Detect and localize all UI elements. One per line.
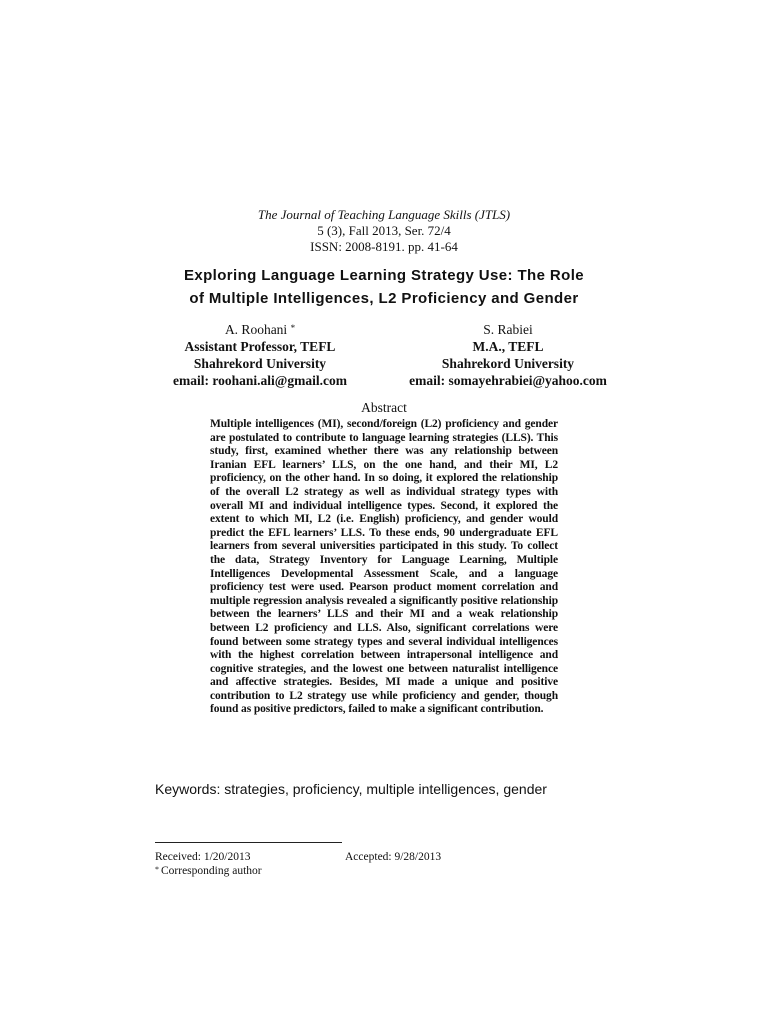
- author-email: email: somayehrabiei@yahoo.com: [409, 373, 607, 388]
- author-name: [150, 321, 370, 338]
- corresponding-mark: *: [290, 323, 296, 333]
- received-date: Received: 1/20/2013: [155, 851, 251, 863]
- abstract-heading: Abstract: [361, 400, 407, 415]
- title-line-2: of Multiple Intelligences, L2 Proficiency and Gender: [189, 290, 579, 307]
- footnote-mark: *: [155, 865, 159, 874]
- accepted-date: Accepted: 9/28/2013: [345, 851, 442, 863]
- author-block-2: [388, 321, 628, 389]
- journal-info: [0, 207, 768, 255]
- author-block-1: [150, 321, 370, 389]
- author-affiliation: Shahrekord University: [441, 356, 575, 371]
- keywords-label: Keywords:: [155, 781, 221, 797]
- author-email: email: roohani.ali@gmail.com: [173, 373, 347, 388]
- corresponding-author-note: [155, 864, 262, 879]
- author-name: S. Rabiei: [483, 322, 533, 337]
- author-name-text: A. Roohani: [224, 322, 288, 337]
- abstract-text: Multiple intelligences (MI), second/foreign (L2) proficiency and gender are postulated to contribute to language learning strategies (LLS). This study, first, examined whether there was any relationship between Iranian EFL learners’ LLS, on the one hand, and their MI, L2 proficiency, on the other hand. In so doing, it explored the relationship of the overall L2 strategy as well as individual strategy types with overall MI and individual intelligence types. Second, it explored the extent to which MI, L2 (i.e. English) proficiency, and gender would predict the EFL learners’ LLS. To these ends, 90 undergraduate EFL learners from several universities participated in this study. To collect the data, Strategy Inventory for Language Learning, Multiple Intelligences Developmental Assessment Scale, and a language proficiency test were used. Pearson product moment correlation and multiple regression analysis revealed a significantly positive relationship between the learners’ LLS and their MI and a weak relationship between L2 proficiency and LLS. Also, significant correlations were found between some strategy types and several individual intelligences with the highest correlation between intrapersonal intelligence and cognitive strategies, and the lowest one between naturalist intelligence and affective strategies. Besides, MI made a unique and positive contribution to L2 strategy use while proficiency and gender, though found as positive predictors, failed to make a significant contribution.: [210, 418, 558, 716]
- author-position: M.A., TEFL: [472, 339, 544, 354]
- author-affiliation: Shahrekord University: [193, 356, 327, 371]
- keywords-text: strategies, proficiency, multiple intelligences, gender: [220, 781, 547, 797]
- journal-issn: ISSN: 2008-8191. pp. 41-64: [310, 239, 458, 254]
- footnote-divider: [155, 842, 342, 843]
- keywords-line: [155, 781, 615, 797]
- author-position: Assistant Professor, TEFL: [184, 339, 336, 354]
- title-line-1: Exploring Language Learning Strategy Use: The Role: [183, 267, 585, 284]
- journal-issue: 5 (3), Fall 2013, Ser. 72/4: [317, 223, 451, 238]
- paper-title: [130, 264, 638, 310]
- corresponding-author-text: Corresponding author: [161, 865, 262, 877]
- journal-name: The Journal of Teaching Language Skills (JTLS): [257, 207, 511, 222]
